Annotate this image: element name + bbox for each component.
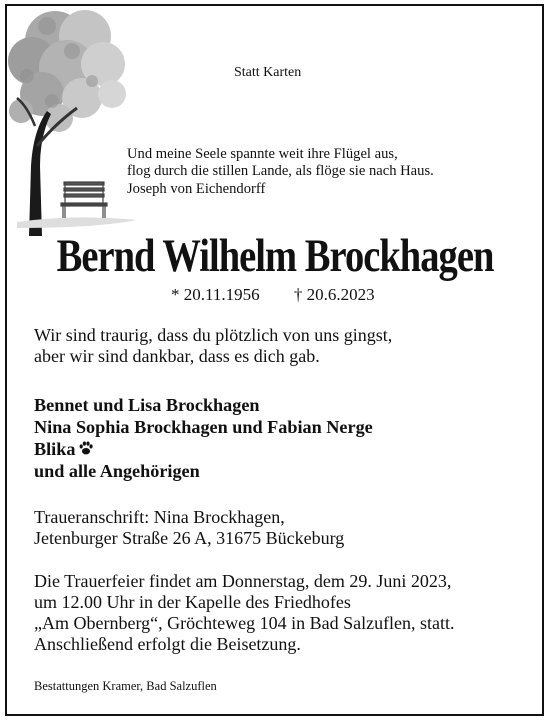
undertaker-credit: Bestattungen Kramer, Bad Salzuflen [34,679,217,693]
paw-print-icon [78,440,94,456]
address-line: Traueranschrift: Nina Brockhagen, [34,507,285,527]
ceremony-line: Die Trauerfeier findet am Donnerstag, dem 29. Juni 2023, [34,571,452,591]
birth-date: * 20.11.1956 [171,285,260,304]
life-dates [171,285,375,305]
poem-quote [127,146,434,198]
mourning-address [34,507,344,549]
family-list [34,394,373,482]
ceremony-line: „Am Obernberg“, Gröchteweg 104 in Bad Salzuflen, statt. [34,613,455,633]
intro-line: aber wir sind dankbar, dass es dich gab. [34,346,320,366]
family-member: und alle Angehörigen [34,461,200,481]
pet-name: Blika [34,439,76,459]
intro-line: Wir sind traurig, dass du plötzlich von uns gingst, [34,325,393,345]
family-member: Nina Sophia Brockhagen und Fabian Nerge [34,417,373,437]
statt-karten-label: Statt Karten [234,65,302,80]
poem-author: Joseph von Eichendorff [127,180,266,197]
funeral-ceremony-info [34,571,455,655]
poem-line: flog durch die stillen Lande, als flöge sie nach Haus. [127,163,434,180]
family-member: Bennet und Lisa Brockhagen [34,395,260,415]
tree-with-bench-illustration [7,6,147,236]
family-member-pet [34,438,373,460]
deceased-name: Bernd Wilhelm Brockhagen [56,230,494,282]
ceremony-line: um 12.00 Uhr in der Kapelle des Friedhofes [34,592,351,612]
poem-line: Und meine Seele spannte weit ihre Flügel aus, [127,146,398,162]
death-date: † 20.6.2023 [293,285,375,304]
intro-text [34,325,392,367]
address-line: Jetenburger Straße 26 A, 31675 Bückeburg [34,528,345,548]
ceremony-line: Anschließend erfolgt die Beisetzung. [34,634,301,654]
